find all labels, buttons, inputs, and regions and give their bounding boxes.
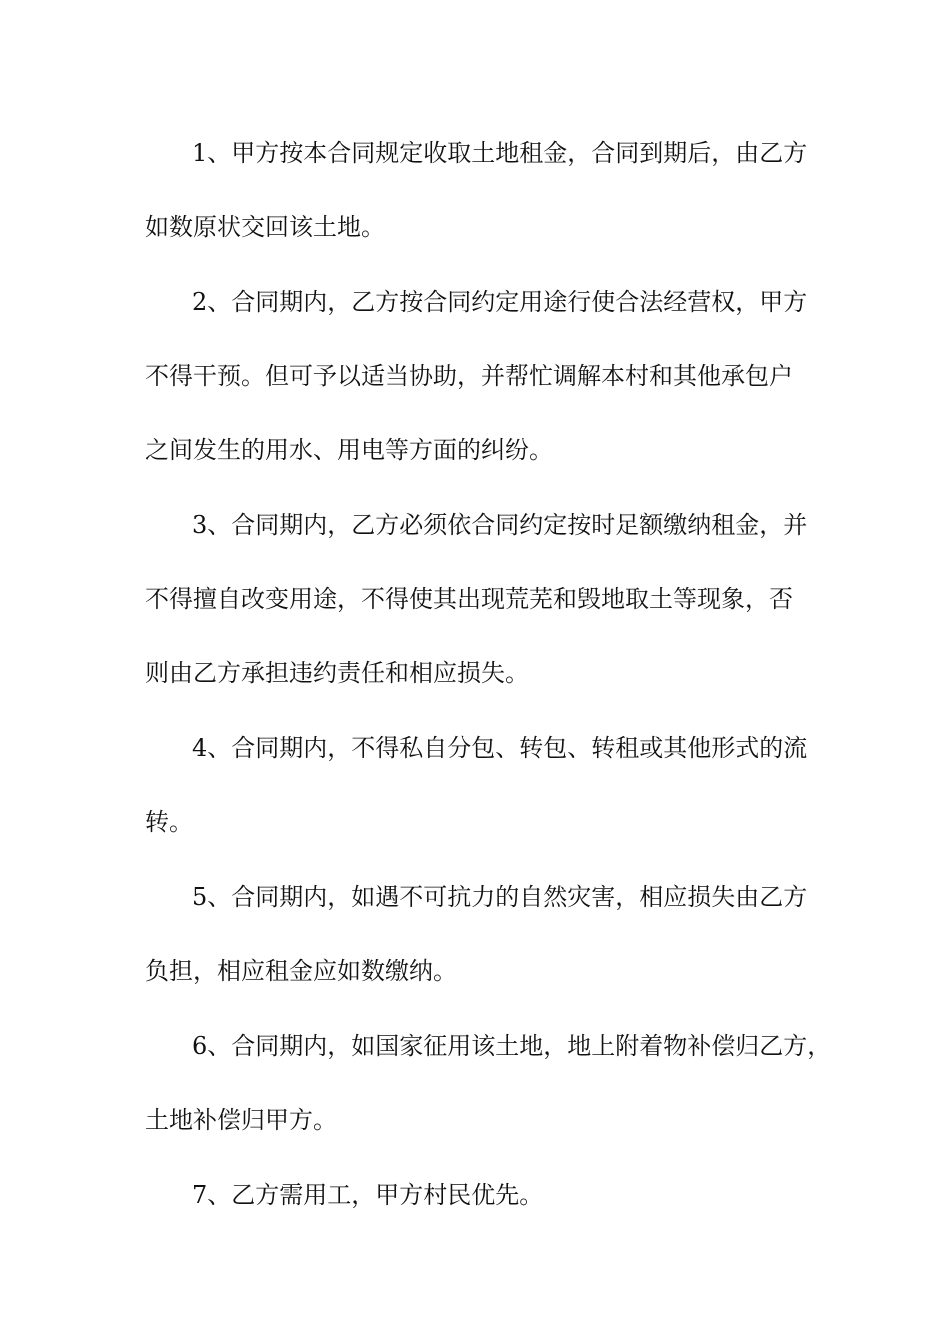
- clause-1-line-1: 1、甲方按本合同规定收取土地租金，合同到期后，由乙方: [192, 139, 808, 167]
- clause-7-line-1: 7、乙方需用工，甲方村民优先。: [192, 1181, 544, 1209]
- clause-3-line-3: 则由乙方承担违约责任和相应损失。: [145, 659, 529, 687]
- clause-5-line-2: 负担，相应租金应如数缴纳。: [145, 957, 457, 985]
- clause-4-line-1: 4、合同期内，不得私自分包、转包、转租或其他形式的流: [192, 734, 808, 762]
- clause-6-line-2: 土地补偿归甲方。: [145, 1106, 337, 1134]
- clause-1-line-2: 如数原状交回该土地。: [145, 213, 385, 241]
- clause-3-line-1: 3、合同期内，乙方必须依合同约定按时足额缴纳租金，并: [192, 511, 808, 539]
- clause-4-line-2: 转。: [145, 808, 193, 836]
- clause-2-line-1: 2、合同期内，乙方按合同约定用途行使合法经营权，甲方: [192, 288, 808, 316]
- clause-2-line-3: 之间发生的用水、用电等方面的纠纷。: [145, 436, 553, 464]
- clause-3-line-2: 不得擅自改变用途，不得使其出现荒芜和毁地取土等现象，否: [145, 585, 793, 613]
- clause-5-line-1: 5、合同期内，如遇不可抗力的自然灾害，相应损失由乙方: [192, 883, 808, 911]
- clause-2-line-2: 不得干预。但可予以适当协助，并帮忙调解本村和其他承包户: [145, 362, 793, 390]
- clause-6-line-1: 6、合同期内，如国家征用该土地，地上附着物补偿归乙方，: [192, 1032, 832, 1060]
